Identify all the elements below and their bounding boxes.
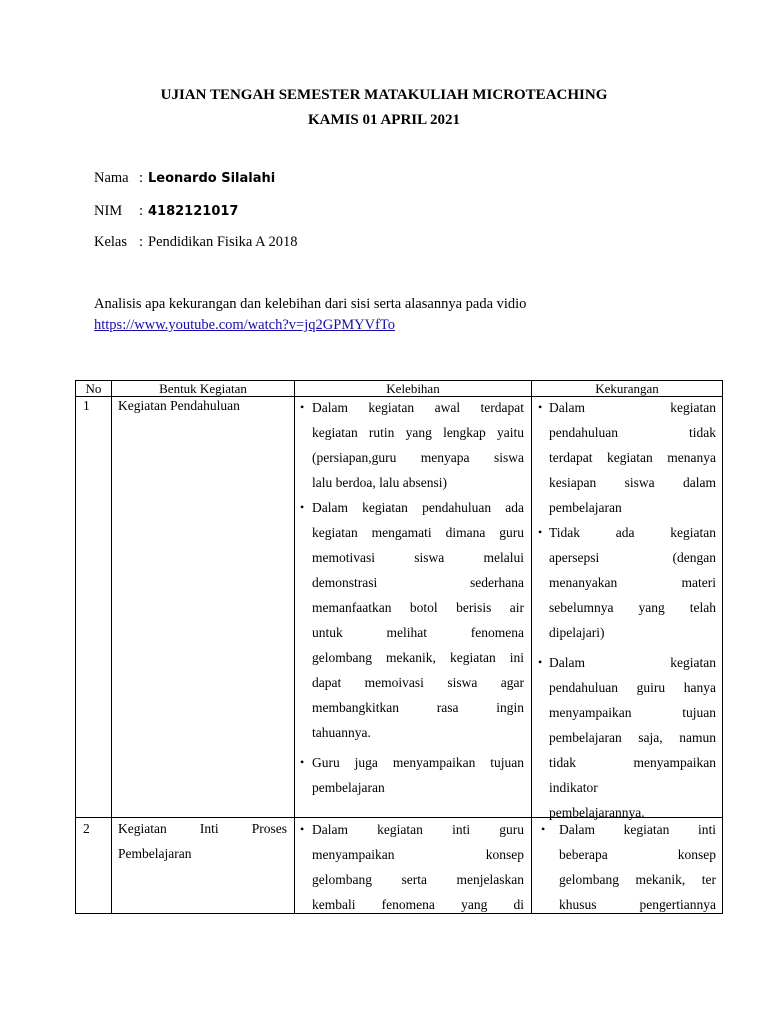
row1-kelebihan-point-1: Dalam kegiatan awal terdapat kegiatan rutin yang lengkap yaitu (persiapan,guru menyapa siswa lalu berdoa, lalu absensi) bbox=[312, 400, 524, 490]
row2-kelebihan-point-1: Dalam kegiatan inti guru menyampaikan konsep gelombang serta menjelaskan kembali fenomena yang di bbox=[312, 822, 524, 912]
header-no: No bbox=[85, 381, 102, 396]
table-border-left bbox=[75, 380, 76, 914]
nama-value: Leonardo Silalahi bbox=[148, 171, 276, 186]
video-link[interactable]: https://www.youtube.com/watch?v=jq2GPMYVfTo bbox=[94, 317, 396, 333]
bullet-icon: • bbox=[300, 755, 305, 769]
nama-label: Nama bbox=[94, 170, 129, 186]
row1-no: 1 bbox=[83, 398, 90, 413]
bullet-icon: • bbox=[300, 822, 305, 836]
nim-label: NIM bbox=[94, 203, 123, 219]
bullet-icon: • bbox=[538, 525, 543, 539]
table-col-divider-2 bbox=[294, 380, 295, 914]
bullet-icon: • bbox=[541, 822, 546, 836]
kelas-label: Kelas bbox=[94, 234, 128, 250]
nama-separator: : bbox=[139, 170, 144, 186]
row1-kekurangan-point-2: Tidak ada kegiatan apersepsi (dengan menanyakan materi sebelumnya yang telah dipelajari) bbox=[549, 525, 716, 640]
header-bentuk-kegiatan: Bentuk Kegiatan bbox=[159, 381, 247, 396]
kelas-separator: : bbox=[139, 234, 144, 250]
row2-kekurangan-point-1: Dalam kegiatan inti beberapa konsep gelombang mekanik, ter khusus pengertiannya bbox=[559, 822, 716, 912]
row1-kelebihan-point-2: Dalam kegiatan pendahuluan ada kegiatan mengamati dimana guru memotivasi siswa melalui demonstrasi sederhana memanfaatkan botol berisis air untuk melihat fenomena gelombang mekanik, kegiatan ini dapat memoivasi siswa agar membangkitkan rasa ingin tahuannya. bbox=[312, 500, 524, 740]
document-date: KAMIS 01 APRIL 2021 bbox=[307, 112, 461, 128]
row1-kelebihan-point-3: Guru juga menyampaikan tujuan pembelajaran bbox=[312, 755, 524, 795]
table-border-right bbox=[722, 380, 723, 914]
document-title: UJIAN TENGAH SEMESTER MATAKULIAH MICROTEACHING bbox=[160, 87, 608, 103]
row2-kegiatan: Kegiatan Inti Proses Pembelajaran bbox=[118, 821, 287, 861]
header-kelebihan: Kelebihan bbox=[386, 381, 440, 396]
bullet-icon: • bbox=[300, 500, 305, 514]
table-col-divider-3 bbox=[531, 380, 532, 914]
bullet-icon: • bbox=[538, 655, 543, 669]
kelas-value: Pendidikan Fisika A 2018 bbox=[148, 234, 298, 250]
bullet-icon: • bbox=[538, 400, 543, 414]
row2-no: 2 bbox=[83, 821, 90, 836]
instruction-text: Analisis apa kekurangan dan kelebihan dari sisi serta alasannya pada vidio bbox=[94, 296, 527, 312]
row1-kekurangan-point-3: Dalam kegiatan pendahuluan guiru hanya menyampaikan tujuan pembelajaran saja, namun tidak menyampaikan indikator pembelajarannya. bbox=[549, 655, 716, 820]
nim-separator: : bbox=[139, 203, 144, 219]
row1-kegiatan: Kegiatan Pendahuluan bbox=[118, 398, 240, 413]
bullet-icon: • bbox=[300, 400, 305, 414]
nim-value: 4182121017 bbox=[148, 204, 239, 219]
header-kekurangan: Kekurangan bbox=[595, 381, 659, 396]
row1-kekurangan-point-1: Dalam kegiatan pendahuluan tidak terdapat kegiatan menanya kesiapan siswa dalam pembelajaran bbox=[549, 400, 716, 515]
table-col-divider-1 bbox=[111, 380, 112, 914]
